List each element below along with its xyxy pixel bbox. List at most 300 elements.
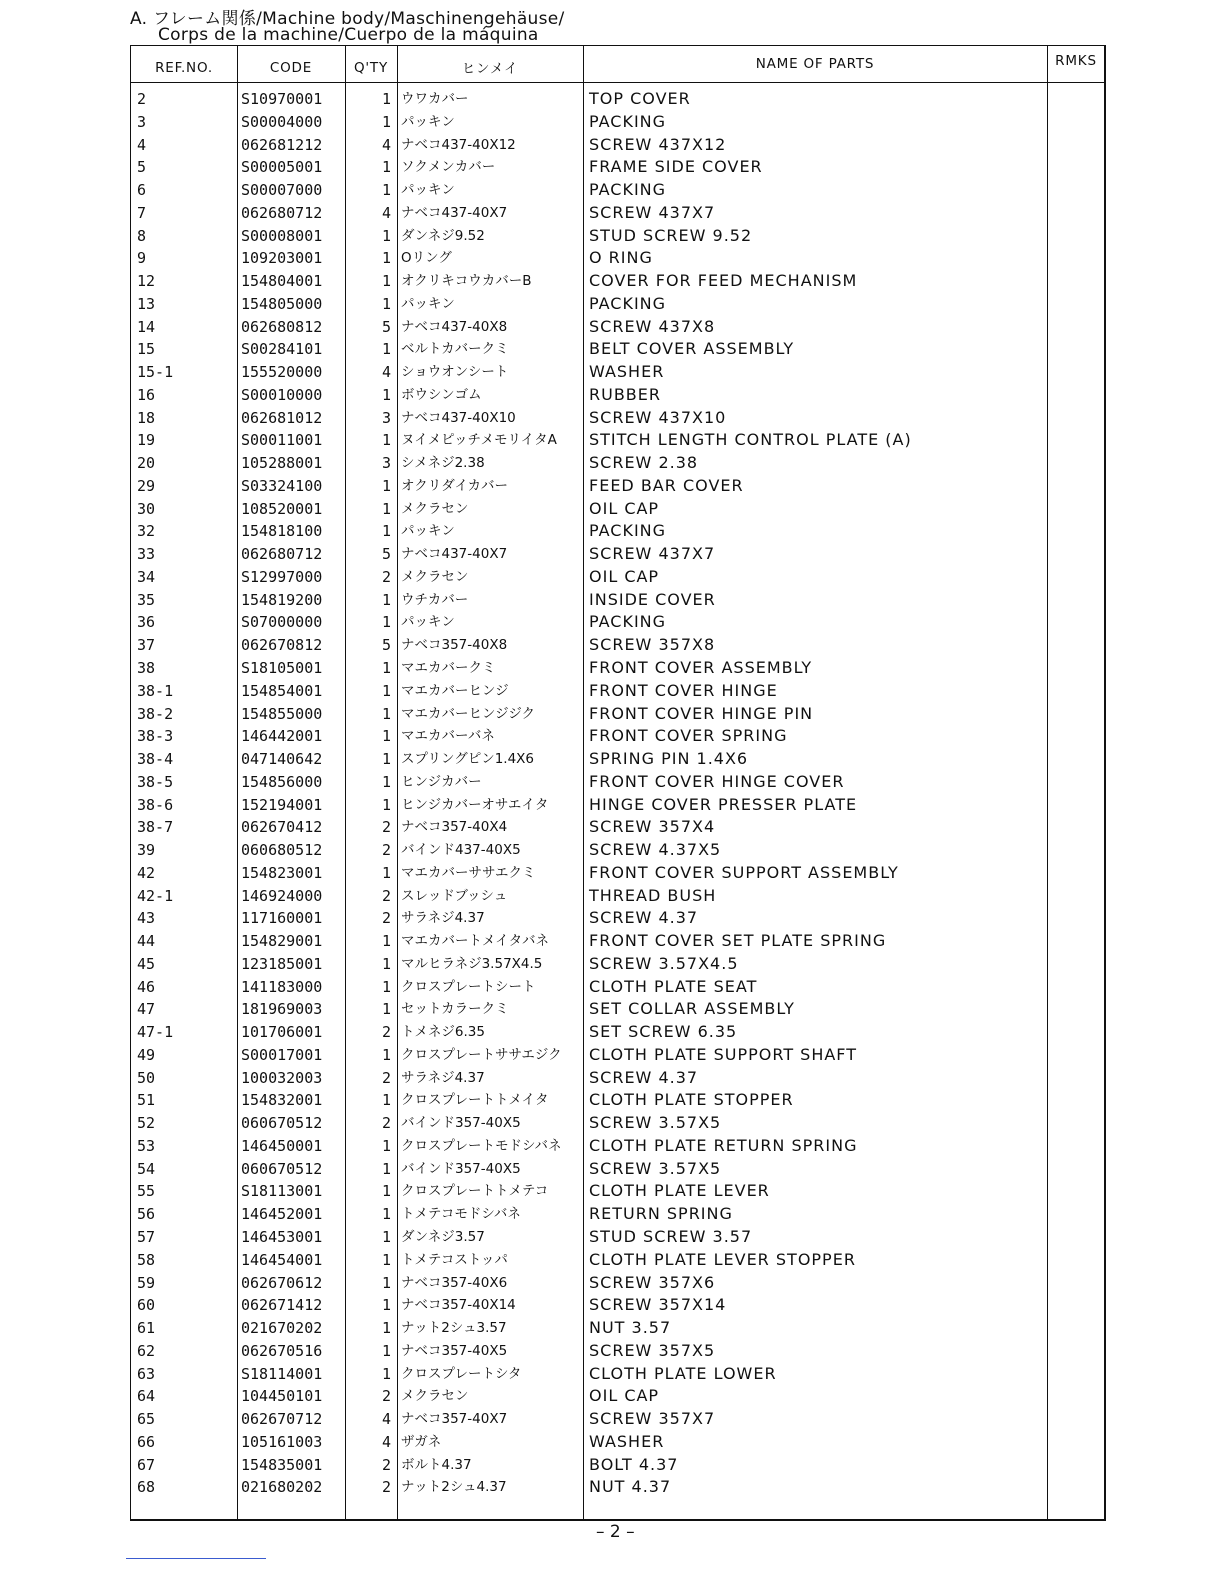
code-cell: S00005001 [241,158,323,177]
ref-cell: 37 [137,636,156,655]
table-row [131,885,1107,907]
table-row [131,589,1107,611]
qty-cell: 1 [381,522,391,541]
qty-cell: 4 [381,1410,391,1429]
ref-cell: 8 [137,226,147,245]
kana-cell: ナベコ437-40X12 [401,136,516,153]
qty-cell: 1 [381,158,391,177]
qty-cell: 4 [381,203,391,222]
table-row [131,703,1107,725]
kana-cell: パッキン [401,113,455,130]
code-cell: S00017001 [241,1045,323,1064]
ref-cell: 44 [137,932,156,951]
part-name-cell: STUD SCREW 3.57 [589,1227,753,1246]
ref-cell: 60 [137,1296,156,1315]
table-row [131,953,1107,975]
ref-cell: 47 [137,1000,156,1019]
part-name-cell: CLOTH PLATE LEVER STOPPER [589,1249,856,1269]
code-cell: S00004000 [241,112,323,131]
header-divider [131,82,1104,83]
ref-cell: 5 [137,158,147,177]
ref-cell: 34 [137,567,156,586]
kana-cell: ショウオンシート [401,364,509,381]
part-name-cell: O RING [589,248,653,268]
kana-cell: マルヒラネジ3.57X4.5 [401,955,543,972]
code-cell: 154829001 [241,932,323,951]
part-name-cell: CLOTH PLATE SUPPORT SHAFT [589,1044,857,1064]
qty-cell: 1 [381,704,391,723]
qty-cell: 4 [381,1432,391,1451]
part-name-cell: FRONT COVER SET PLATE SPRING [589,931,887,951]
table-row [131,907,1107,929]
ref-cell: 13 [137,294,156,313]
qty-cell: 1 [381,1045,391,1064]
table-row [131,361,1107,383]
part-name-cell: SCREW 437X7 [589,544,716,564]
kana-cell: ナベコ357-40X7 [401,1411,508,1428]
code-cell: 154823001 [241,863,323,882]
qty-cell: 2 [381,1068,391,1087]
qty-cell: 1 [381,1296,391,1315]
code-cell: S18113001 [241,1182,323,1201]
code-cell: 152194001 [241,795,323,814]
part-name-cell: SCREW 357X6 [589,1272,716,1292]
kana-cell: ヌイメピッチメモリイタA [401,432,557,449]
ref-cell: 65 [137,1410,156,1429]
ref-cell: 38-3 [137,727,174,746]
ref-cell: 55 [137,1182,156,1201]
kana-cell: ナベコ357-40X5 [401,1342,508,1359]
part-name-cell: WASHER [589,1431,665,1451]
table-row [131,839,1107,861]
part-name-cell: TOP COVER [589,89,691,108]
kana-cell: ナベコ437-40X7 [401,546,508,563]
code-cell: 047140642 [241,750,323,769]
qty-cell: 1 [381,90,391,108]
kana-cell: バインド357-40X5 [401,1160,521,1177]
kana-cell: ナベコ357-40X8 [401,637,508,654]
ref-cell: 56 [137,1205,156,1224]
ref-cell: 29 [137,476,156,495]
kana-cell: ヒンジカバー [401,773,482,790]
ref-cell: 18 [137,408,156,427]
footer-rule [126,1558,266,1559]
kana-cell: Oリング [401,250,452,267]
ref-cell: 14 [137,317,156,336]
table-row [131,771,1107,793]
table-row [131,1476,1107,1498]
table-row [131,156,1107,178]
ref-cell: 15-1 [137,363,174,382]
header-ref-no: REF.NO. [155,60,213,76]
part-name-cell: CLOTH PLATE LEVER [589,1181,770,1201]
code-cell: 062681012 [241,408,323,427]
table-row [131,748,1107,770]
code-cell: 021670202 [241,1319,323,1338]
part-name-cell: CLOTH PLATE STOPPER [589,1090,794,1110]
code-cell: S07000000 [241,613,323,632]
kana-cell: セットカラークミ [401,1001,509,1018]
header-name-of-parts: NAME OF PARTS [755,56,875,72]
table-row [131,452,1107,474]
part-name-cell: SCREW 437X8 [589,316,716,336]
code-cell: S18114001 [241,1364,323,1383]
qty-cell: 2 [381,567,391,586]
header-code: CODE [269,60,313,76]
qty-cell: 1 [381,1341,391,1360]
qty-cell: 1 [381,476,391,495]
code-cell: 062680812 [241,317,323,336]
part-name-cell: FRONT COVER SPRING [589,726,788,746]
table-row [131,179,1107,201]
part-name-cell: FRAME SIDE COVER [589,157,763,177]
header-qty: Q'TY [353,60,389,76]
qty-cell: 1 [381,181,391,200]
ref-cell: 46 [137,977,156,996]
qty-cell: 1 [381,795,391,814]
ref-cell: 38-6 [137,795,174,814]
qty-cell: 3 [381,454,391,473]
qty-cell: 1 [381,681,391,700]
ref-cell: 35 [137,590,156,609]
qty-cell: 1 [381,1159,391,1178]
qty-cell: 1 [381,1000,391,1019]
qty-cell: 1 [381,112,391,131]
ref-cell: 38-4 [137,750,174,769]
part-name-cell: OIL CAP [589,566,660,586]
table-row [131,976,1107,998]
qty-cell: 1 [381,1250,391,1269]
code-cell: 154856000 [241,772,323,791]
ref-cell: 47-1 [137,1023,174,1042]
kana-cell: ナベコ437-40X8 [401,318,508,335]
table-row [131,680,1107,702]
table-row [131,794,1107,816]
part-name-cell: OIL CAP [589,498,660,518]
part-name-cell: SCREW 357X14 [589,1295,727,1315]
code-cell: 062670812 [241,636,323,655]
table-row [131,816,1107,838]
ref-cell: 20 [137,454,156,473]
part-name-cell: SCREW 437X7 [589,202,716,222]
part-name-cell: RETURN SPRING [589,1204,733,1224]
table-row [131,1317,1107,1339]
code-cell: 104450101 [241,1387,323,1406]
ref-cell: 43 [137,909,156,928]
part-name-cell: BOLT 4.37 [589,1454,679,1474]
part-name-cell: SCREW 437X12 [589,134,727,154]
code-cell: S00011001 [241,431,323,450]
parts-table [130,45,1106,1521]
code-cell: 146454001 [241,1250,323,1269]
code-cell: 105161003 [241,1432,323,1451]
kana-cell: マエカバーササエクミ [401,864,536,881]
ref-cell: 66 [137,1432,156,1451]
qty-cell: 1 [381,863,391,882]
part-name-cell: SCREW 357X5 [589,1340,716,1360]
table-row [131,1112,1107,1134]
ref-cell: 38-5 [137,772,174,791]
ref-cell: 52 [137,1114,156,1133]
table-row [131,225,1107,247]
table-row [131,111,1107,133]
qty-cell: 4 [381,363,391,382]
table-row [131,634,1107,656]
kana-cell: スレッドブッシュ [401,887,508,904]
qty-cell: 1 [381,1319,391,1338]
kana-cell: マエカバーヒンジジク [401,705,536,722]
kana-cell: ボルト4.37 [401,1456,472,1473]
qty-cell: 1 [381,294,391,313]
code-cell: 060670512 [241,1114,323,1133]
kana-cell: メクラセン [401,1388,469,1405]
ref-cell: 67 [137,1455,156,1474]
code-cell: 123185001 [241,954,323,973]
code-cell: S00008001 [241,226,323,245]
part-name-cell: FRONT COVER HINGE PIN [589,703,814,723]
ref-cell: 38-7 [137,818,174,837]
kana-cell: ウチカバー [401,591,469,608]
qty-cell: 1 [381,249,391,268]
code-cell: 062670712 [241,1410,323,1429]
qty-cell: 2 [381,1455,391,1474]
qty-cell: 1 [381,1136,391,1155]
kana-cell: ナベコ357-40X14 [401,1297,516,1314]
kana-cell: パッキン [401,614,455,631]
table-row [131,88,1107,110]
kana-cell: クロスプレートシート [401,978,536,995]
part-name-cell: HINGE COVER PRESSER PLATE [589,794,858,814]
code-cell: 154854001 [241,681,323,700]
ref-cell: 9 [137,249,147,268]
part-name-cell: PACKING [589,111,667,131]
table-row [131,1431,1107,1453]
qty-cell: 1 [381,431,391,450]
part-name-cell: CLOTH PLATE RETURN SPRING [589,1135,858,1155]
part-name-cell: SCREW 437X10 [589,407,727,427]
part-name-cell: NUT 4.37 [589,1477,672,1497]
table-row [131,202,1107,224]
ref-cell: 4 [137,135,147,154]
kana-cell: マエカバートメイタバネ [401,933,549,950]
kana-cell: ナット2シュ4.37 [401,1479,507,1496]
qty-cell: 2 [381,1114,391,1133]
table-row [131,1408,1107,1430]
table-row [131,1180,1107,1202]
ref-cell: 57 [137,1228,156,1246]
ref-cell: 54 [137,1159,156,1178]
qty-cell: 1 [381,954,391,973]
kana-cell: サラネジ4.37 [401,1069,485,1086]
qty-cell: 1 [381,1182,391,1201]
kana-cell: サラネジ4.37 [401,910,485,927]
qty-cell: 1 [381,1205,391,1224]
kana-cell: バインド437-40X5 [401,842,521,859]
table-row [131,520,1107,542]
code-cell: S10970001 [241,90,323,108]
ref-cell: 3 [137,112,147,131]
qty-cell: 1 [381,659,391,677]
table-row [131,384,1107,406]
kana-cell: ナット2シュ3.57 [401,1320,507,1337]
table-row [131,998,1107,1020]
qty-cell: 1 [381,613,391,632]
code-cell: S18105001 [241,659,323,677]
header-kana: ヒンメイ [461,61,519,77]
section-title: A. フレーム関係/Machine body/Maschinengehäuse/ [130,9,565,29]
code-cell: 146452001 [241,1205,323,1224]
table-row [131,1158,1107,1180]
part-name-cell: STITCH LENGTH CONTROL PLATE (A) [589,430,912,450]
kana-cell: ウワカバー [401,91,469,107]
code-cell: 062680712 [241,203,323,222]
part-name-cell: SCREW 4.37 [589,1067,699,1087]
ref-cell: 38-1 [137,681,174,700]
code-cell: 062671412 [241,1296,323,1315]
part-name-cell: THREAD BUSH [589,885,717,905]
table-row [131,270,1107,292]
qty-cell: 3 [381,408,391,427]
code-cell: 060680512 [241,841,323,860]
ref-cell: 50 [137,1068,156,1087]
qty-cell: 1 [381,385,391,404]
ref-cell: 15 [137,340,156,359]
code-cell: 062681212 [241,135,323,154]
ref-cell: 30 [137,499,156,518]
kana-cell: パッキン [401,523,455,540]
ref-cell: 61 [137,1319,156,1338]
kana-cell: ナベコ437-40X7 [401,204,508,221]
qty-cell: 2 [381,1478,391,1497]
qty-cell: 2 [381,1023,391,1042]
header-remarks: RMKS [1055,53,1097,69]
table-row [131,930,1107,952]
qty-cell: 2 [381,886,391,905]
kana-cell: クロスプレートササエジク [401,1046,562,1063]
code-cell: 141183000 [241,977,323,996]
ref-cell: 68 [137,1478,156,1497]
qty-cell: 1 [381,772,391,791]
ref-cell: 16 [137,385,156,404]
page-number: – 2 – [596,1522,635,1542]
qty-cell: 2 [381,1387,391,1406]
ref-cell: 51 [137,1091,156,1110]
code-cell: 100032003 [241,1068,323,1087]
kana-cell: ダンネジ9.52 [401,227,485,244]
kana-cell: クロスプレートモドシバネ [401,1137,562,1154]
qty-cell: 2 [381,909,391,928]
part-name-cell: SET COLLAR ASSEMBLY [589,999,795,1019]
table-row [131,1385,1107,1407]
table-row [131,725,1107,747]
table-row [131,566,1107,588]
qty-cell: 1 [381,590,391,609]
table-row [131,134,1107,156]
part-name-cell: SCREW 357X7 [589,1409,716,1429]
kana-cell: クロスプレートシタ [401,1365,522,1382]
part-name-cell: FRONT COVER HINGE [589,680,778,700]
ref-cell: 58 [137,1250,156,1269]
code-cell: 062680712 [241,545,323,564]
ref-cell: 33 [137,545,156,564]
ref-cell: 32 [137,522,156,541]
qty-cell: 2 [381,818,391,837]
kana-cell: オクリキコウカバーB [401,273,532,290]
part-name-cell: PACKING [589,521,667,541]
code-cell: 101706001 [241,1023,323,1042]
qty-cell: 1 [381,977,391,996]
ref-cell: 42-1 [137,886,174,905]
part-name-cell: INSIDE COVER [589,589,716,609]
table-row [131,498,1107,520]
code-cell: 117160001 [241,909,323,928]
part-name-cell: NUT 3.57 [589,1318,672,1338]
code-cell: S03324100 [241,476,323,495]
table-row [131,1021,1107,1043]
part-name-cell: SCREW 4.37X5 [589,840,722,860]
kana-cell: ナベコ357-40X4 [401,819,508,836]
code-cell: 021680202 [241,1478,323,1497]
code-cell: 154819200 [241,590,323,609]
ref-cell: 62 [137,1341,156,1360]
qty-cell: 1 [381,1091,391,1110]
part-name-cell: COVER FOR FEED MECHANISM [589,271,858,291]
code-cell: 146924000 [241,886,323,905]
part-name-cell: BELT COVER ASSEMBLY [589,339,795,359]
table-row [131,543,1107,565]
table-row [131,1135,1107,1157]
part-name-cell: SCREW 3.57X5 [589,1158,722,1178]
kana-cell: ナベコ437-40X10 [401,409,516,426]
part-name-cell: SET SCREW 6.35 [589,1022,738,1042]
qty-cell: 1 [381,727,391,746]
code-cell: 109203001 [241,249,323,268]
qty-cell: 1 [381,340,391,359]
table-row [131,862,1107,884]
ref-cell: 38-2 [137,704,174,723]
table-row [131,1272,1107,1294]
part-name-cell: SCREW 2.38 [589,453,699,473]
code-cell: 108520001 [241,499,323,518]
code-cell: 146450001 [241,1136,323,1155]
qty-cell: 5 [381,317,391,336]
code-cell: 154805000 [241,294,323,313]
qty-cell: 1 [381,750,391,769]
part-name-cell: WASHER [589,362,665,382]
ref-cell: 7 [137,203,147,222]
part-name-cell: SCREW 4.37 [589,908,699,928]
qty-cell: 5 [381,636,391,655]
table-row [131,1203,1107,1225]
table-row [131,611,1107,633]
code-cell: S12997000 [241,567,323,586]
code-cell: 062670516 [241,1341,323,1360]
part-name-cell: SCREW 357X4 [589,817,716,837]
qty-cell: 1 [381,1364,391,1383]
table-row [131,1249,1107,1271]
part-name-cell: OIL CAP [589,1386,660,1406]
qty-cell: 1 [381,1228,391,1246]
table-row [131,293,1107,315]
kana-cell: パッキン [401,295,455,312]
table-row [131,1363,1107,1385]
kana-cell: ソクメンカバー [401,159,496,176]
kana-cell: オクリダイカバー [401,477,509,494]
part-name-cell: FRONT COVER SUPPORT ASSEMBLY [589,862,899,882]
table-row [131,657,1107,679]
kana-cell: トメネジ6.35 [401,1024,485,1041]
part-name-cell: PACKING [589,612,667,632]
